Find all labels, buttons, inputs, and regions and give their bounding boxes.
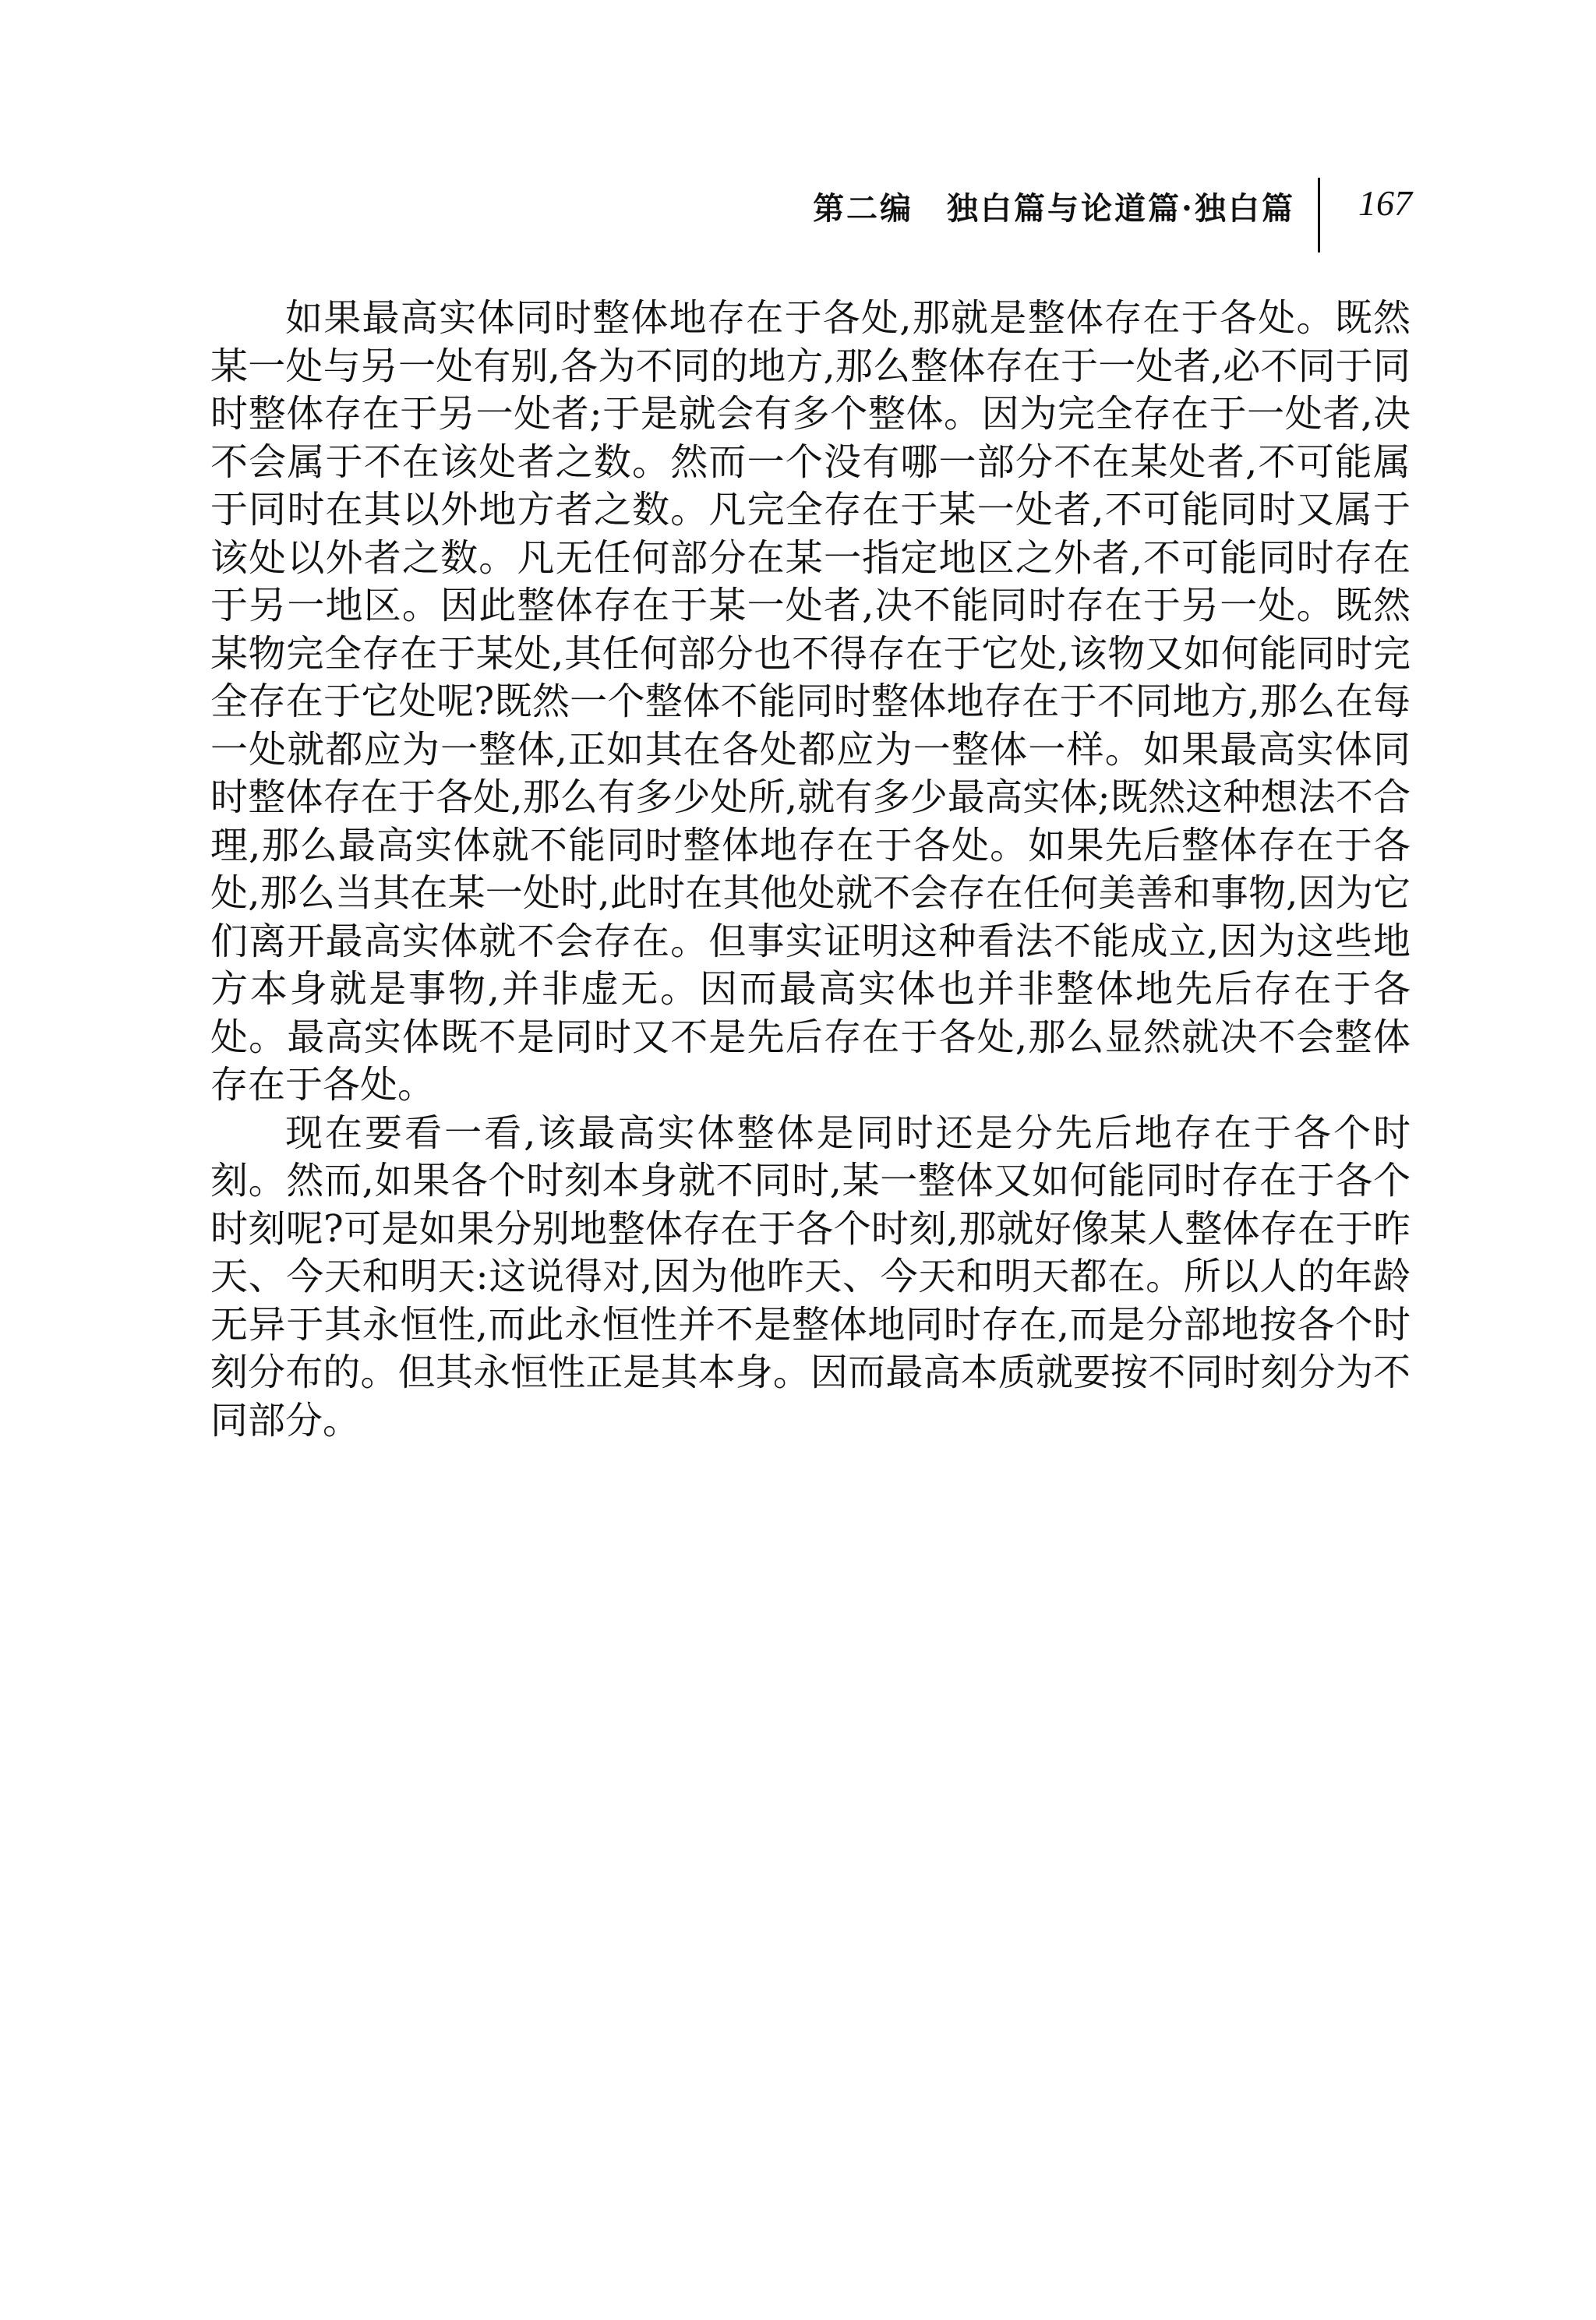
paragraph: 现在要看一看,该最高实体整体是同时还是分先后地存在于各个时刻。然而,如果各个时刻本身就不同时,某一整体又如何能同时存在于各个时刻呢?可是如果分别地整体存在于各个时刻,那就好像某人整体存在于昨天、今天和明天:这说得对,因为他昨天、今天和明天都在。所以人的年龄无异于其永恒性,而此永恒性并不是整体地同时存在,而是分部地按各个时刻分布的。但其永恒性正是其本身。因而最高本质就要按不同时刻分为不同部分。 [210, 1111, 1411, 1442]
running-header [701, 178, 1412, 256]
page-number: 167 [1358, 183, 1412, 223]
section-title: 第二编 独白篇与论道篇·独白篇 [813, 190, 1295, 227]
paragraph: 如果最高实体同时整体地存在于各处,那就是整体存在于各处。既然某一处与另一处有别,各为不同的地方,那么整体存在于一处者,必不同于同时整体存在于另一处者;于是就会有多个整体。因为完全存在于一处者,决不会属于不在该处者之数。然而一个没有哪一部分不在某处者,不可能属于同时在其以外地方者之数。凡完全存在于某一处者,不可能同时又属于该处以外者之数。凡无任何部分在某一指定地区之外者,不可能同时存在于另一地区。因此整体存在于某一处者,决不能同时存在于另一处。既然某物完全存在于某处,其任何部分也不得存在于它处,该物又如何能同时完全存在于它处呢?既然一个整体不能同时整体地存在于不同地方,那么在每一处就都应为一整体,正如其在各处都应为一整体一样。如果最高实体同时整体存在于各处,那么有多少处所,就有多少最高实体;既然这种想法不合理,那么最高实体就不能同时整体地存在于各处。如果先后整体存在于各处,那么当其在某一处时,此时在其他处就不会存在任何美善和事物,因为它们离开最高实体就不会存在。但事实证明这种看法不能成立,因为这些地方本身就是事物,并非虚无。因而最高实体也并非整体地先后存在于各处。最高实体既不是同时又不是先后存在于各处,那么显然就决不会整体存在于各处。 [210, 296, 1411, 1107]
header-divider [1318, 178, 1320, 252]
body-text [210, 295, 1411, 1445]
